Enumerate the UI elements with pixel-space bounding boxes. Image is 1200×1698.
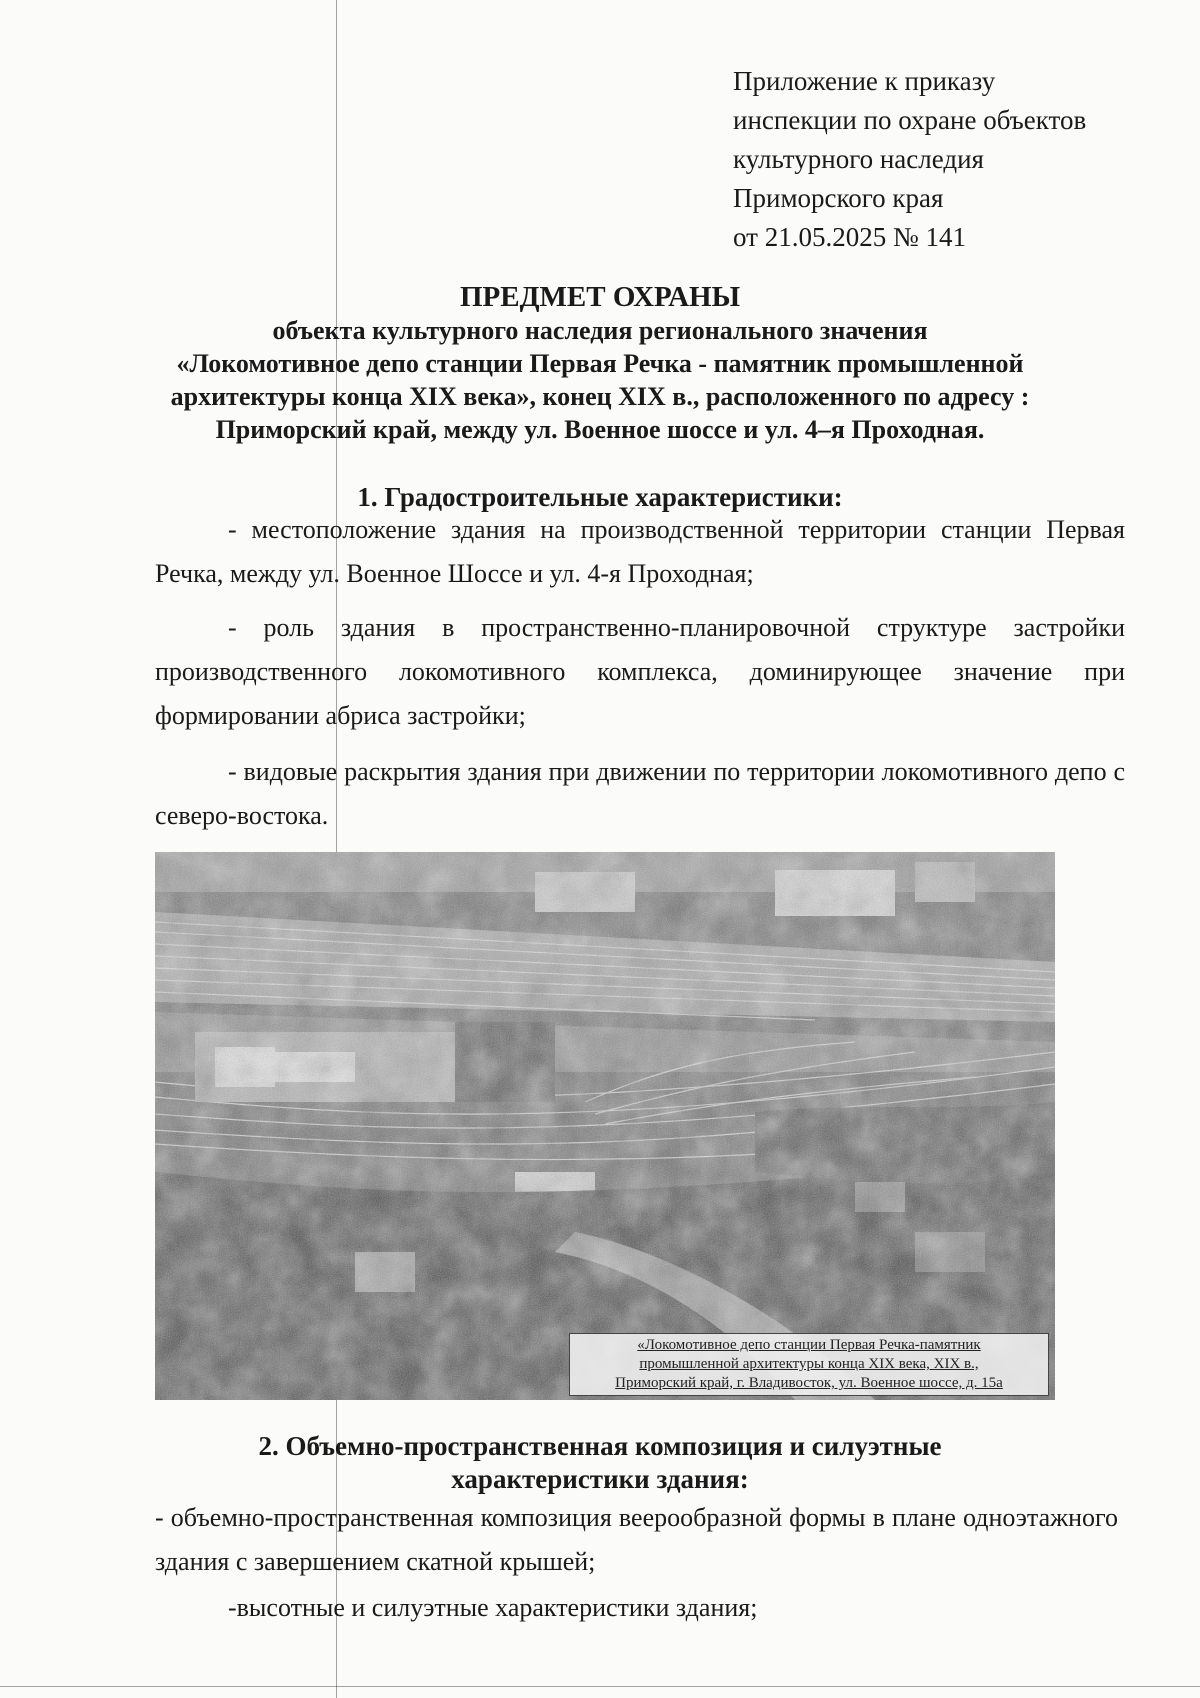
appendix-line: Приложение к приказу <box>733 66 996 96</box>
section2-heading-line: 2. Объемно-пространственная композиция и силуэтные <box>258 1431 942 1461</box>
section2-item: - объемно-пространственная композиция веерообразной формы в плане одноэтажного здания с завершением скатной крышей; <box>155 1503 1118 1576</box>
title-line: Приморский край, между ул. Военное шоссе и ул. 4–я Проходная. <box>215 415 985 444</box>
photo-caption <box>569 1333 1049 1396</box>
caption-line: промышленной архитектуры конца XIX века, XIX в., <box>639 1356 979 1372</box>
section1-item: - роль здания в пространственно-планировочной структуре застройки производственного локомотивного комплекса, доминирующее значение при формировании абриса застройки; <box>155 613 1125 730</box>
caption-line: Приморский край, г. Владивосток, ул. Военное шоссе, д. 15а <box>615 1375 1003 1391</box>
document-title <box>60 280 1140 446</box>
scan-artifact-horizontal <box>0 1686 1200 1687</box>
title-line: архитектуры конца XIX века», конец XIX в., расположенного по адресу : <box>170 382 1030 411</box>
title-line: «Локомотивное депо станции Первая Речка - памятник промышленной <box>176 349 1024 378</box>
aerial-photo-image <box>155 852 1055 1400</box>
section1-item: - местоположение здания на производственной территории станции Первая Речка, между ул. Военное Шоссе и ул. 4-я Проходная; <box>155 515 1125 588</box>
section2-heading-line: характеристики здания: <box>451 1464 749 1494</box>
appendix-line: культурного наследия <box>733 144 984 174</box>
section1-heading: 1. Градостроительные характеристики: <box>357 482 843 512</box>
title-line: объекта культурного наследия регионального значения <box>272 316 928 345</box>
section2-item: -высотные и силуэтные характеристики здания; <box>228 1593 758 1622</box>
appendix-line: Приморского края <box>733 183 944 213</box>
appendix-note <box>733 62 1153 257</box>
section2-heading <box>60 1430 1140 1496</box>
section1-item: - видовые раскрытия здания при движении по территории локомотивного депо с северо-востока. <box>155 757 1125 830</box>
aerial-photo <box>155 852 1055 1400</box>
appendix-line: от 21.05.2025 № 141 <box>733 222 966 252</box>
title-main: ПРЕДМЕТ ОХРАНЫ <box>459 281 741 313</box>
caption-line: «Локомотивное депо станции Первая Речка-памятник <box>637 1337 981 1353</box>
appendix-line: инспекции по охране объектов <box>733 105 1087 135</box>
